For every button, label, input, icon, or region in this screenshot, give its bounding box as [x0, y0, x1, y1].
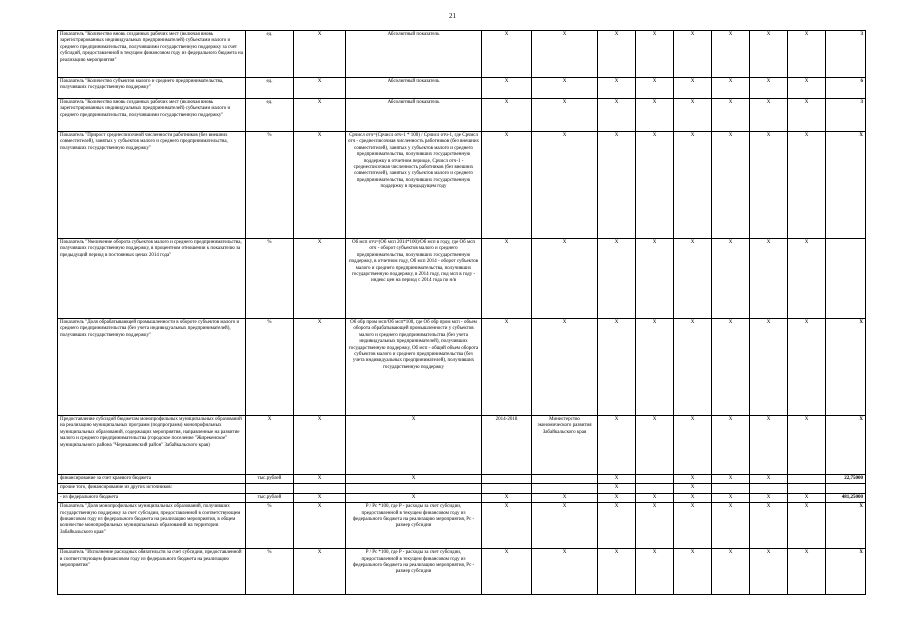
cell-value-1: X [598, 416, 636, 475]
cell-value-3: X [674, 31, 712, 78]
cell-code: X [294, 493, 346, 502]
cell-value-2: X [636, 503, 674, 549]
table-row [58, 503, 866, 549]
cell-unit [246, 484, 294, 493]
table-body [58, 31, 866, 595]
cell-value-6: X [788, 319, 826, 416]
page-number: 21 [449, 12, 456, 20]
cell-code: X [294, 549, 346, 595]
cell-value-total [826, 484, 866, 493]
cell-executor: X [532, 132, 598, 239]
cell-indicator-name: - из федерального бюджета [58, 493, 246, 502]
table-row [58, 475, 866, 484]
cell-formula: X [346, 493, 482, 502]
cell-value-1: X [598, 549, 636, 595]
cell-executor: Министерство экономического развития Забайкальского края [532, 416, 598, 475]
cell-value-4: X [712, 319, 750, 416]
cell-formula: Об мсп отч=(Об мсп 2014*100)/Об мсп в году, где Об мсп отч - оборот субъектов малого и среднего предпринимательства, получивших государственную поддержку, в отчетном году, Об мсп 2014 - оборот субъектов малого и среднего предпринимательства, получивших государственную поддержку, в 2014 году, под мсп в году - индекс цен на период с 2014 года по н/в [346, 239, 482, 319]
cell-value-5: X [750, 319, 788, 416]
cell-value-5 [750, 484, 788, 493]
cell-formula: X [346, 416, 482, 475]
cell-value-6: X [788, 132, 826, 239]
cell-value-4: X [712, 99, 750, 132]
cell-period [482, 484, 532, 493]
cell-value-4: X [712, 239, 750, 319]
cell-value-5: X [750, 493, 788, 502]
cell-indicator-name: Показатель "Исполнение расходных обязательств за счет субсидии, предоставленной в соответствующем финансовом году из федерального бюджета на реализацию мероприятия" [58, 549, 246, 595]
cell-executor: X [532, 503, 598, 549]
cell-period: X [482, 132, 532, 239]
cell-indicator-name: Показатель "Количество вновь созданных рабочих мест (включая вновь зарегистрированных индивидуальных предпринимателей) субъектами малого и среднего предпринимательства, получившими государственную поддержку" [58, 99, 246, 132]
cell-value-4: X [712, 475, 750, 484]
cell-code: X [294, 31, 346, 78]
cell-value-3: X [674, 319, 712, 416]
cell-code: X [294, 416, 346, 475]
cell-value-5: X [750, 416, 788, 475]
cell-period: 2014-2018 [482, 416, 532, 475]
cell-value-1: X [598, 475, 636, 484]
cell-code: X [294, 99, 346, 132]
cell-indicator-name: Показатель "Количество субъектов малого и среднего предпринимательства, получивших государственную поддержку" [58, 78, 246, 99]
cell-formula: Абсолютный показатель [346, 31, 482, 78]
cell-value-total: 22,75000 [826, 475, 866, 484]
cell-formula [346, 484, 482, 493]
cell-code: X [294, 132, 346, 239]
cell-value-3: X [674, 503, 712, 549]
cell-formula: P / Pc *100, где P - расходы за счет субсидии, предоставленной в текущем финансовом году из федерального бюджета на реализацию мероприятия, Pc - размер субсидии [346, 549, 482, 595]
cell-value-3: X [674, 239, 712, 319]
cell-unit: ед. [246, 31, 294, 78]
cell-value-2: X [636, 78, 674, 99]
cell-value-4: X [712, 31, 750, 78]
cell-value-5: X [750, 549, 788, 595]
cell-value-1: X [598, 239, 636, 319]
cell-value-1: X [598, 503, 636, 549]
cell-executor [532, 475, 598, 484]
cell-value-4: X [712, 78, 750, 99]
cell-period: X [482, 549, 532, 595]
table-row [58, 493, 866, 502]
cell-value-3: X [674, 99, 712, 132]
cell-value-1: X [598, 31, 636, 78]
cell-code: X [294, 239, 346, 319]
cell-value-3: X [674, 484, 712, 493]
cell-period: X [482, 239, 532, 319]
cell-executor: X [532, 31, 598, 78]
cell-value-5: X [750, 78, 788, 99]
cell-code: X [294, 319, 346, 416]
cell-unit: % [246, 319, 294, 416]
table-row [58, 319, 866, 416]
cell-value-4: X [712, 493, 750, 502]
cell-value-3: X [674, 493, 712, 502]
cell-value-3: X [674, 549, 712, 595]
cell-value-total: 481,25000 [826, 493, 866, 502]
cell-code: X [294, 503, 346, 549]
cell-indicator-name: Показатель "Количество вновь созданных рабочих мест (включая вновь зарегистрированных индивидуальных предпринимателей) субъектами малого и среднего предпринимательства, получившими государственную поддержку за счет субсидий, предоставленной в текущем финансовом году из федерального бюджета на реализацию мероприятия" [58, 31, 246, 78]
cell-indicator-name: Показатель "Доля обрабатывающей промышленности в обороте субъектов малого и среднего предпринимательства (без учета индивидуальных предпринимателей), получивших государственную поддержку" [58, 319, 246, 416]
cell-value-total: X [826, 503, 866, 549]
table-row [58, 78, 866, 99]
cell-value-5: X [750, 239, 788, 319]
cell-value-2: X [636, 549, 674, 595]
cell-value-5: X [750, 503, 788, 549]
cell-value-4: X [712, 503, 750, 549]
cell-indicator-name: прочие того, финансирование из других источников: [58, 484, 246, 493]
cell-value-5: X [750, 132, 788, 239]
cell-unit: тыс.рублей [246, 493, 294, 502]
cell-period: X [482, 99, 532, 132]
cell-value-total [826, 239, 866, 319]
cell-value-1: X [598, 132, 636, 239]
cell-value-2: X [636, 99, 674, 132]
cell-executor: X [532, 549, 598, 595]
cell-formula: X [346, 475, 482, 484]
cell-value-6: X [788, 239, 826, 319]
cell-value-2: X [636, 493, 674, 502]
cell-value-3: X [674, 78, 712, 99]
cell-value-total: 3 [826, 31, 866, 78]
cell-executor: X [532, 239, 598, 319]
cell-unit: X [246, 416, 294, 475]
cell-value-2: X [636, 239, 674, 319]
cell-period: X [482, 78, 532, 99]
cell-indicator-name: Показатель "Прирост среднесписочной численности работников (без внешних совместителей), занятых у субъектов малого и среднего предпринимательства, получивших государственную поддержку" [58, 132, 246, 239]
cell-value-1: X [598, 484, 636, 493]
cell-period: X [482, 493, 532, 502]
table-row [58, 132, 866, 239]
cell-value-total: X [826, 132, 866, 239]
cell-formula: Об обр пром мсп/Об мсп*100, где Об обр пром мсп - объем оборота обрабатывающей промышленности у субъектов малого и среднего предпринимательства (без учета индивидуальных предпринимателей), получивших государственную поддержку, Об мсп - общий объем оборота субъектов малого и среднего предпринимательства (без учета индивидуальных предпринимателей), получивших государственную поддержку [346, 319, 482, 416]
cell-value-6: X [788, 493, 826, 502]
cell-value-total: X [826, 319, 866, 416]
cell-value-4: X [712, 416, 750, 475]
cell-value-5: X [750, 99, 788, 132]
cell-unit: ед. [246, 78, 294, 99]
cell-value-5: X [750, 475, 788, 484]
cell-indicator-name: Показатель "Доля монопрофильных муниципальных образований, получивших государственную поддержку за счет субсидии, предоставленной в соответствующем финансовом году из федерального бюджета на реализацию мероприятия, в общем количестве монопрофильных муниципальных образований на территории Забайкальского края" [58, 503, 246, 549]
cell-value-6: X [788, 416, 826, 475]
indicators-table [57, 30, 866, 595]
cell-formula: Абсолютный показатель [346, 78, 482, 99]
table-row [58, 31, 866, 78]
cell-unit: % [246, 132, 294, 239]
cell-value-2: X [636, 31, 674, 78]
cell-value-6: X [788, 99, 826, 132]
cell-value-3: X [674, 416, 712, 475]
cell-indicator-name: финансирование за счет краевого бюджета [58, 475, 246, 484]
cell-value-5: X [750, 31, 788, 78]
cell-code: X [294, 78, 346, 99]
cell-unit: ед. [246, 99, 294, 132]
cell-value-4: X [712, 132, 750, 239]
cell-indicator-name: Показатель "Увеличение оборота субъектов малого и среднего предпринимательства, получивших государственную поддержку, в процентном отношении к показателю за предыдущий период в постоянных ценах 2014 года" [58, 239, 246, 319]
cell-formula: Срчисл отч=(Срчисл отч-1 * 100) / Срчисл отч-1, где Срчисл отч - среднесписочная численность работников (без внешних совместителей), занятых у субъектов малого и среднего предпринимательства, получивших государственную поддержку в отчетном периоде, Срчисл отч-1 - среднесписочная численность работников (без внешних совместителей), занятых у субъектов малого и среднего предпринимательства, получивших государственную поддержку в предыдущем году [346, 132, 482, 239]
cell-value-total: X [826, 416, 866, 475]
cell-indicator-name: Предоставление субсидий бюджетам монопрофильных муниципальных образований на реализацию муниципальных программ (подпрограмм) монопрофильных муниципальных образований, содержащих мероприятия, направленные на развитие малого и среднего предпринимательства (городское поселение "Жирекенское" муниципального района "Чернышевский район" Забайкальского края) [58, 416, 246, 475]
table-row [58, 416, 866, 475]
cell-executor [532, 484, 598, 493]
cell-value-1: X [598, 99, 636, 132]
cell-value-6: X [788, 31, 826, 78]
cell-value-6: X [788, 549, 826, 595]
cell-value-1: X [598, 493, 636, 502]
cell-formula: P / Pc *100, где P - расходы за счет субсидии, предоставленной в текущем финансовом году из федерального бюджета на реализацию мероприятия, Pc - размер субсидии [346, 503, 482, 549]
cell-value-1: X [598, 319, 636, 416]
cell-executor: X [532, 493, 598, 502]
cell-value-total: 3 [826, 99, 866, 132]
cell-value-2: X [636, 416, 674, 475]
cell-unit: % [246, 549, 294, 595]
cell-code: X [294, 475, 346, 484]
table-row [58, 99, 866, 132]
cell-executor: X [532, 319, 598, 416]
cell-value-2: X [636, 319, 674, 416]
cell-code [294, 484, 346, 493]
cell-value-2: X [636, 132, 674, 239]
cell-value-3: X [674, 132, 712, 239]
cell-value-1: X [598, 78, 636, 99]
cell-unit: % [246, 503, 294, 549]
cell-value-6 [788, 475, 826, 484]
cell-value-total: X [826, 549, 866, 595]
cell-executor: X [532, 99, 598, 132]
cell-value-2 [636, 484, 674, 493]
cell-executor: X [532, 78, 598, 99]
cell-period: X [482, 503, 532, 549]
cell-value-6: X [788, 78, 826, 99]
cell-value-3: X [674, 475, 712, 484]
cell-value-2 [636, 475, 674, 484]
cell-value-6: X [788, 503, 826, 549]
cell-value-total: 6 [826, 78, 866, 99]
table-row [58, 549, 866, 595]
table-row [58, 239, 866, 319]
cell-value-4 [712, 484, 750, 493]
cell-value-4: X [712, 549, 750, 595]
cell-formula: Абсолютный показатель [346, 99, 482, 132]
cell-period: X [482, 31, 532, 78]
cell-period [482, 475, 532, 484]
cell-unit: тыс.рублей [246, 475, 294, 484]
table-row [58, 484, 866, 493]
cell-unit: % [246, 239, 294, 319]
cell-value-6 [788, 484, 826, 493]
cell-period: X [482, 319, 532, 416]
